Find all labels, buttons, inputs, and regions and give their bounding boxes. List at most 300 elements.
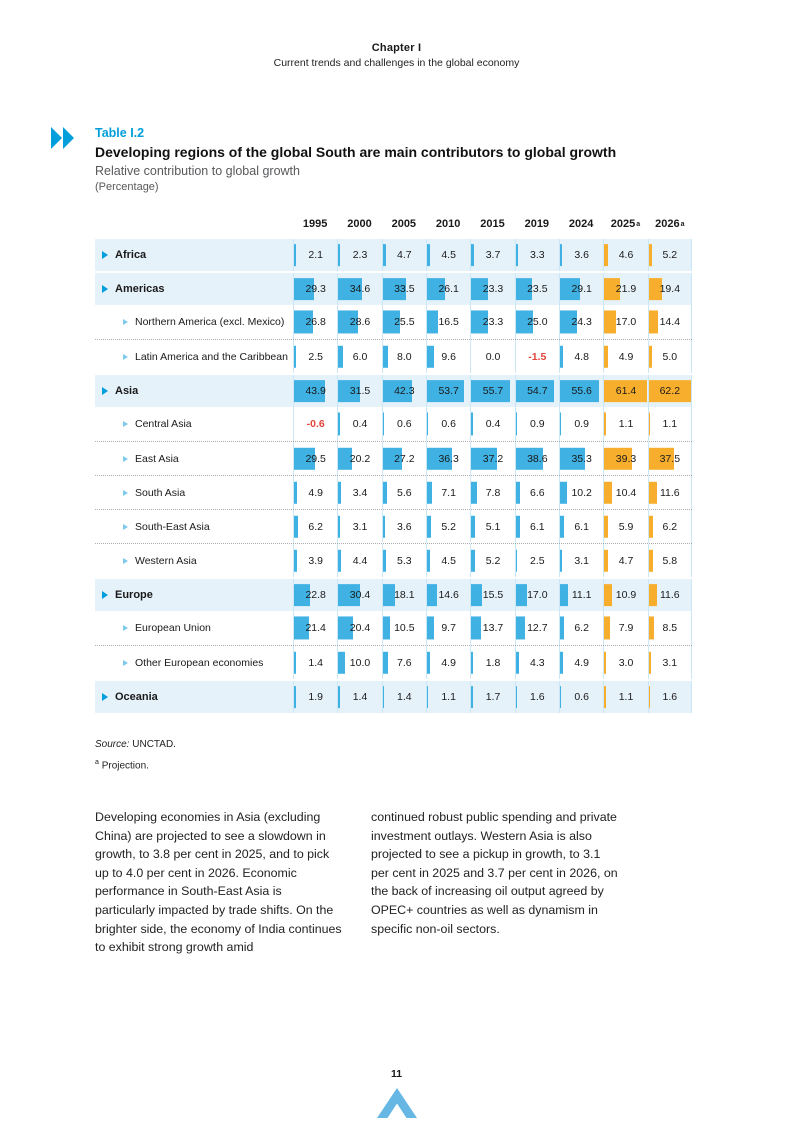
table-block (95, 126, 692, 771)
value-text: 25.5 (394, 316, 415, 328)
value-text: 6.2 (662, 520, 678, 533)
value-cell (515, 305, 559, 339)
value-cell (559, 305, 603, 339)
value-text: 0.9 (574, 418, 589, 430)
value-text: 1.1 (618, 418, 634, 430)
value-cell (470, 340, 514, 373)
value-cell (426, 476, 470, 509)
table-row-asia (95, 373, 692, 407)
value-cell (648, 476, 692, 509)
table-row-central-asia (95, 407, 692, 441)
value-cell (603, 273, 647, 305)
value-bar (294, 345, 296, 367)
value-cell (293, 646, 337, 679)
value-cell (426, 442, 470, 475)
value-cell (515, 579, 559, 611)
value-cell (648, 375, 692, 407)
value-text: 2.5 (308, 350, 323, 363)
value-bar (294, 244, 296, 266)
value-cell (515, 476, 559, 509)
value-cell (337, 340, 381, 373)
value-cell (559, 375, 603, 407)
value-text: -0.6 (306, 418, 325, 430)
value-text: 5.2 (662, 249, 678, 261)
value-bar (383, 481, 387, 503)
value-text: 1.7 (485, 691, 501, 703)
value-text: 25.0 (527, 316, 548, 328)
table-row-northern-america-excl-mexico (95, 305, 692, 339)
chapter-label: Chapter I (371, 42, 422, 54)
column-header-1995: 1995 (302, 218, 328, 230)
value-text: 5.6 (397, 486, 412, 499)
value-bar (471, 481, 476, 503)
value-cell (470, 646, 514, 679)
value-cell (382, 611, 426, 645)
column-header-2010: 2010 (435, 218, 461, 230)
value-cell (559, 510, 603, 543)
table-title: Developing regions of the global South are main contributors to global growth (95, 144, 617, 160)
value-bar (649, 584, 657, 606)
row-label: Latin America and the Caribbean (135, 350, 288, 363)
value-bar (516, 481, 521, 503)
row-label: South-East Asia (135, 520, 210, 533)
value-cell (470, 442, 514, 475)
value-cell (382, 442, 426, 475)
value-cell (337, 407, 381, 441)
chevron-up-icon (377, 1088, 417, 1123)
value-bar (649, 616, 655, 639)
value-bar (427, 244, 430, 266)
value-cell (426, 340, 470, 373)
row-label: Western Asia (135, 554, 197, 567)
value-bar (338, 651, 345, 673)
row-arrow-icon (123, 354, 128, 360)
value-cell (648, 442, 692, 475)
value-bar (516, 244, 518, 266)
value-text: 0.4 (352, 418, 368, 430)
value-cell (337, 579, 381, 611)
header-corner-cell (95, 211, 293, 237)
value-bar (604, 584, 612, 606)
value-text: 23.3 (482, 283, 504, 295)
value-text: 43.9 (305, 385, 326, 397)
value-bar (604, 686, 606, 708)
value-cell (293, 407, 337, 441)
column-header-2024: 2024 (568, 218, 594, 230)
value-cell (515, 375, 559, 407)
value-cell (648, 544, 692, 577)
value-text: 4.4 (352, 554, 368, 567)
value-text: 33.5 (394, 283, 415, 295)
value-text: 0.6 (441, 418, 456, 430)
value-text: 4.5 (441, 249, 456, 261)
double-chevron-icon (50, 127, 76, 154)
value-bar (560, 345, 563, 367)
value-bar (649, 686, 651, 708)
value-bar (383, 616, 390, 639)
value-cell (603, 340, 647, 373)
value-cell (470, 305, 514, 339)
value-text: 5.8 (662, 554, 678, 567)
value-bar (383, 345, 389, 367)
value-text: 2.1 (308, 249, 323, 261)
value-text: 53.7 (438, 385, 459, 397)
value-bar (516, 686, 518, 708)
value-text: 34.6 (349, 283, 371, 295)
row-label-cell (95, 442, 293, 475)
row-arrow-icon (123, 490, 128, 496)
value-text: 4.6 (618, 249, 634, 261)
value-bar (427, 515, 431, 537)
value-text: 4.5 (441, 554, 456, 567)
value-cell (337, 510, 381, 543)
value-cell (470, 273, 514, 305)
value-cell (426, 375, 470, 407)
row-label: Oceania (115, 691, 158, 703)
row-label-cell (95, 579, 293, 611)
value-cell (515, 681, 559, 713)
value-text: 0.0 (485, 350, 501, 363)
value-cell (603, 611, 647, 645)
value-text: 3.7 (485, 249, 501, 261)
column-header-2026: 2026 a (655, 218, 685, 230)
value-bar (604, 412, 606, 435)
value-bar (604, 481, 611, 503)
value-cell (515, 510, 559, 543)
running-head (0, 42, 793, 69)
footnote-marker: a (95, 759, 99, 766)
value-cell (337, 273, 381, 305)
value-bar (560, 686, 562, 708)
value-text: 12.7 (527, 622, 548, 634)
footnote (95, 759, 692, 771)
value-text: 7.9 (618, 622, 634, 634)
value-text: 38.6 (527, 452, 548, 465)
value-cell (515, 544, 559, 577)
value-bar (516, 651, 519, 673)
value-text: 1.4 (352, 691, 368, 703)
value-text: 5.1 (485, 520, 501, 533)
value-text: 11.6 (659, 486, 680, 499)
value-cell (426, 407, 470, 441)
value-cell (382, 375, 426, 407)
value-text: 6.0 (352, 350, 368, 363)
row-arrow-icon (102, 285, 108, 293)
value-cell (603, 239, 647, 271)
value-text: 10.5 (394, 622, 415, 634)
value-text: 26.8 (305, 316, 326, 328)
value-bar (294, 481, 297, 503)
row-label: European Union (135, 622, 211, 634)
value-bar (427, 584, 437, 606)
value-cell (382, 544, 426, 577)
row-label: Americas (115, 283, 165, 295)
value-bar (604, 616, 610, 639)
row-label-cell (95, 476, 293, 509)
value-text: 10.4 (615, 486, 637, 499)
value-cell (559, 442, 603, 475)
value-cell (426, 544, 470, 577)
value-bar (560, 244, 563, 266)
value-cell (603, 476, 647, 509)
value-bar (560, 412, 562, 435)
value-text: 21.9 (615, 283, 637, 295)
value-cell (382, 340, 426, 373)
value-cell (603, 544, 647, 577)
value-text: 19.4 (659, 283, 681, 295)
value-cell (515, 611, 559, 645)
value-text: 20.4 (349, 622, 371, 634)
value-cell (470, 681, 514, 713)
value-text: 42.3 (394, 385, 415, 397)
value-text: 6.2 (574, 622, 589, 634)
value-bar (427, 481, 432, 503)
value-bar (294, 651, 296, 673)
value-cell (293, 579, 337, 611)
value-text: 6.1 (574, 520, 589, 533)
value-text: 22.8 (305, 589, 326, 601)
value-text: 10.2 (571, 486, 592, 499)
value-text: -1.5 (528, 350, 547, 363)
value-text: 29.1 (571, 283, 592, 295)
value-text: 1.9 (308, 691, 323, 703)
value-cell (470, 510, 514, 543)
chapter-subtitle: Current trends and challenges in the global economy (273, 57, 520, 69)
row-label: Central Asia (135, 418, 192, 430)
value-text: 9.7 (441, 622, 456, 634)
value-cell (559, 476, 603, 509)
value-cell (559, 407, 603, 441)
value-cell (337, 611, 381, 645)
value-text: 37.2 (482, 452, 504, 465)
value-text: 13.7 (482, 622, 504, 634)
value-text: 10.9 (615, 589, 637, 601)
value-cell (293, 340, 337, 373)
value-text: 3.1 (574, 554, 589, 567)
value-cell (337, 544, 381, 577)
row-arrow-icon (123, 524, 128, 530)
value-bar (427, 412, 429, 435)
row-arrow-icon (123, 625, 128, 631)
value-text: 17.0 (615, 316, 637, 328)
row-arrow-icon (123, 319, 128, 325)
value-bar (383, 515, 386, 537)
value-text: 9.6 (441, 350, 456, 363)
value-cell (293, 375, 337, 407)
value-bar (471, 651, 473, 673)
value-text: 62.2 (659, 385, 681, 397)
row-arrow-icon (123, 660, 128, 666)
source-label: Source: (95, 739, 130, 750)
source-line (95, 739, 692, 750)
value-bar (338, 515, 340, 537)
value-bar (560, 515, 564, 537)
table-row-south-asia (95, 475, 692, 509)
value-cell (559, 544, 603, 577)
value-text: 21.4 (305, 622, 326, 634)
value-text: 1.1 (662, 418, 678, 430)
row-label: East Asia (135, 452, 179, 465)
value-cell (470, 407, 514, 441)
value-cell (603, 305, 647, 339)
value-text: 7.8 (485, 486, 501, 499)
value-cell (470, 544, 514, 577)
value-cell (603, 407, 647, 441)
value-cell (382, 305, 426, 339)
value-cell (559, 579, 603, 611)
value-text: 2.5 (530, 554, 545, 567)
value-text: 2.3 (352, 249, 368, 261)
value-text: 36.3 (438, 452, 459, 465)
table-row-oceania (95, 679, 692, 713)
table-header-row (95, 211, 692, 237)
value-text: 27.2 (394, 452, 415, 465)
value-bar (427, 549, 430, 571)
value-cell (470, 375, 514, 407)
value-cell (515, 442, 559, 475)
value-bar (649, 244, 653, 266)
data-table (95, 211, 692, 713)
value-bar (604, 244, 607, 266)
value-cell (293, 544, 337, 577)
value-text: 1.1 (441, 691, 456, 703)
row-label-cell (95, 273, 293, 305)
value-text: 23.3 (482, 316, 504, 328)
value-cell (426, 579, 470, 611)
value-text: 1.4 (308, 656, 323, 669)
value-bar (338, 345, 342, 367)
value-bar (604, 515, 608, 537)
row-label: Africa (115, 249, 147, 261)
row-label: Other European economies (135, 656, 264, 669)
value-bar (427, 651, 430, 673)
value-cell (426, 611, 470, 645)
value-cell (603, 375, 647, 407)
row-label: Asia (115, 385, 139, 397)
value-cell (382, 681, 426, 713)
value-text: 4.8 (574, 350, 589, 363)
value-text: 5.3 (397, 554, 412, 567)
value-cell (515, 273, 559, 305)
value-bar (383, 651, 388, 673)
value-cell (470, 476, 514, 509)
value-cell (293, 239, 337, 271)
value-cell (648, 510, 692, 543)
value-bar (338, 549, 341, 571)
row-label-cell (95, 375, 293, 407)
value-text: 37.5 (659, 452, 681, 465)
value-bar (649, 651, 651, 673)
value-text: 15.5 (482, 589, 504, 601)
row-arrow-icon (123, 558, 128, 564)
value-cell (426, 239, 470, 271)
column-header-2019: 2019 (524, 218, 550, 230)
value-text: 16.5 (438, 316, 459, 328)
value-cell (559, 646, 603, 679)
value-bar (471, 244, 474, 266)
value-bar (427, 345, 434, 367)
value-cell (382, 239, 426, 271)
value-text: 3.3 (530, 249, 545, 261)
row-label-cell (95, 340, 293, 373)
value-text: 4.3 (530, 656, 545, 669)
value-text: 29.3 (305, 283, 326, 295)
value-cell (293, 273, 337, 305)
value-bar (649, 515, 653, 537)
value-cell (559, 239, 603, 271)
value-cell (515, 407, 559, 441)
value-bar (516, 412, 518, 435)
value-text: 3.0 (618, 656, 634, 669)
value-text: 0.6 (397, 418, 412, 430)
value-text: 26.1 (438, 283, 459, 295)
value-cell (382, 579, 426, 611)
value-text: 4.7 (618, 554, 634, 567)
value-text: 14.6 (438, 589, 459, 601)
table-row-europe (95, 577, 692, 611)
value-text: 17.0 (527, 589, 548, 601)
value-text: 4.7 (397, 249, 412, 261)
value-bar (471, 515, 475, 537)
value-text: 1.6 (530, 691, 545, 703)
value-cell (337, 442, 381, 475)
value-text: 29.5 (305, 452, 326, 465)
value-cell (382, 407, 426, 441)
value-cell (426, 510, 470, 543)
table-row-european-union (95, 611, 692, 645)
value-text: 0.6 (574, 691, 589, 703)
value-text: 18.1 (394, 589, 415, 601)
value-text: 10.0 (349, 656, 371, 669)
row-arrow-icon (102, 693, 108, 701)
value-text: 24.3 (571, 316, 592, 328)
value-cell (337, 239, 381, 271)
value-cell (648, 579, 692, 611)
value-bar (649, 481, 657, 503)
value-text: 3.4 (352, 486, 368, 499)
value-text: 5.2 (441, 520, 456, 533)
value-text: 11.1 (571, 589, 592, 601)
value-bar (516, 616, 525, 639)
row-label-cell (95, 611, 293, 645)
value-text: 1.4 (397, 691, 412, 703)
narrative-left-column: Developing economies in Asia (excluding China) are projected to see a slowdown in growth, to 3.8 per cent in 2025, and to pick up to 4.0 per cent in 2026. Economic performance in South-East Asia is particularly impacted by trade shifts. On the brighter side, the economy of India continues to exhibit strong growth amid (95, 810, 342, 955)
value-cell (426, 305, 470, 339)
value-cell (293, 681, 337, 713)
value-cell (515, 239, 559, 271)
value-cell (603, 510, 647, 543)
value-bar (560, 616, 564, 639)
value-cell (559, 340, 603, 373)
table-row-south-east-asia (95, 509, 692, 543)
value-text: 3.6 (574, 249, 589, 261)
value-cell (293, 476, 337, 509)
value-bar (427, 686, 429, 708)
value-bar (649, 549, 653, 571)
value-bar (516, 515, 520, 537)
narrative-right-column: continued robust public spending and private investment outlays. Western Asia is also projected to see a pickup in growth, to 3.1 per cent in 2025 and 3.7 per cent in 2026, on the back of increasing oil output agreed by OPEC+ countries as well as dynamism in specific non-oil sectors. (371, 810, 618, 936)
value-cell (426, 681, 470, 713)
value-cell (470, 239, 514, 271)
source-text: UNCTAD. (132, 739, 176, 750)
value-text: 20.2 (349, 452, 371, 465)
value-text: 7.6 (397, 656, 412, 669)
value-text: 11.6 (659, 589, 680, 601)
page-number: 11 (390, 1068, 403, 1080)
column-header-2025: 2025 a (610, 218, 641, 230)
table-row-africa (95, 237, 692, 271)
row-label-cell (95, 510, 293, 543)
